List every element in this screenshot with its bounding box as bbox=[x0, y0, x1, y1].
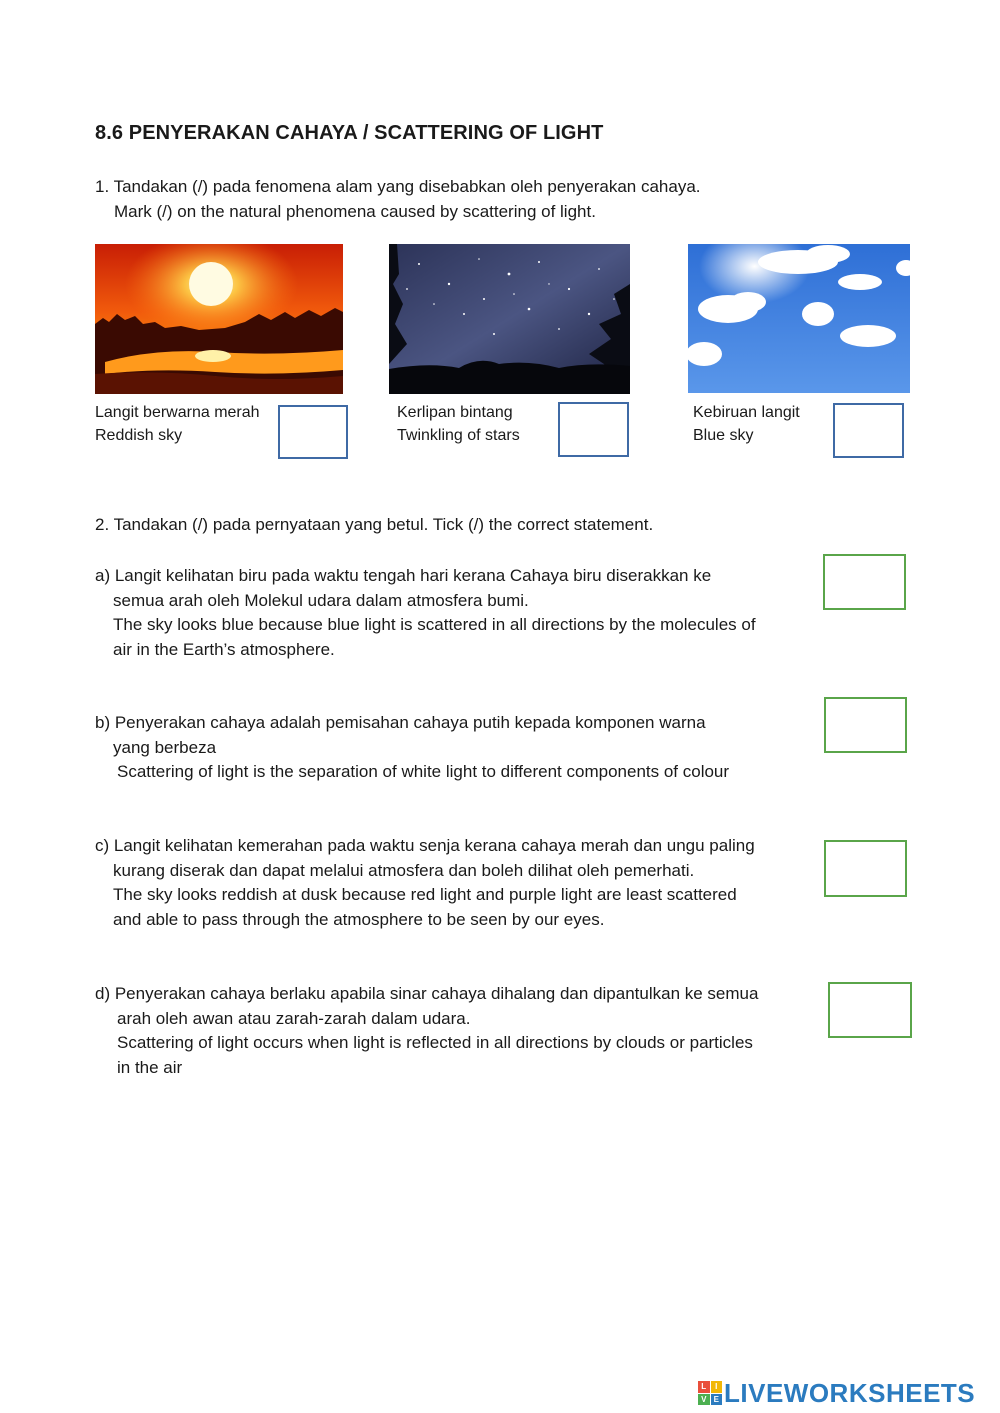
question-1-instruction bbox=[95, 174, 701, 224]
statement-d-ms-1: d) Penyerakan cahaya berlaku apabila sinar cahaya dihalang dan dipantulkan ke semua bbox=[95, 984, 759, 1003]
answer-box-twinkling-stars[interactable] bbox=[558, 402, 629, 457]
answer-box-statement-b[interactable] bbox=[824, 697, 907, 753]
logo-letter: L bbox=[698, 1381, 710, 1393]
caption-ms: Kerlipan bintang bbox=[397, 404, 513, 421]
statement-a-en-2: air in the Earth’s atmosphere. bbox=[113, 639, 335, 659]
answer-box-blue-sky[interactable] bbox=[833, 403, 904, 458]
liveworksheets-logo bbox=[698, 1378, 975, 1408]
statement-b-en-1: Scattering of light is the separation of white light to different components of colour bbox=[117, 762, 730, 781]
worksheet-title: 8.6 PENYERAKAN CAHAYA / SCATTERING OF LIGHT bbox=[95, 122, 604, 144]
statement-d-en-2: in the air bbox=[117, 1057, 183, 1077]
caption-en: Reddish sky bbox=[95, 427, 183, 444]
caption-en: Blue sky bbox=[693, 427, 754, 444]
statement-c-en-1: The sky looks reddish at dusk because red light and purple light are least scattered bbox=[113, 885, 737, 904]
caption-blue-sky bbox=[693, 401, 800, 447]
caption-en: Twinkling of stars bbox=[397, 427, 520, 444]
answer-box-statement-c[interactable] bbox=[824, 840, 907, 897]
statement-b-ms-1: b) Penyerakan cahaya adalah pemisahan cahaya putih kepada komponen warna bbox=[95, 713, 706, 732]
caption-twinkling-stars bbox=[397, 401, 520, 447]
statement-a-en-1: The sky looks blue because blue light is scattered in all directions by the molecules of bbox=[113, 615, 756, 634]
statement-a bbox=[95, 564, 825, 662]
question-1-line-en: Mark (/) on the natural phenomena caused by scattering of light. bbox=[114, 202, 596, 221]
answer-box-statement-d[interactable] bbox=[828, 982, 912, 1038]
liveworksheets-logo-text: LIVEWORKSHEETS bbox=[724, 1377, 976, 1408]
statement-c-ms-2: kurang diserak dan dapat melalui atmosfera dan boleh dilihat oleh pemerhati. bbox=[113, 860, 695, 880]
caption-ms: Langit berwarna merah bbox=[95, 404, 260, 421]
statement-c-en-2: and able to pass through the atmosphere to be seen by our eyes. bbox=[113, 909, 605, 929]
statement-c-ms-1: c) Langit kelihatan kemerahan pada waktu senja kerana cahaya merah dan ungu paling bbox=[95, 836, 755, 855]
logo-letter: V bbox=[698, 1394, 710, 1406]
caption-reddish-sky bbox=[95, 401, 260, 447]
question-1-line-ms: 1. Tandakan (/) pada fenomena alam yang disebabkan oleh penyerakan cahaya. bbox=[95, 177, 701, 196]
statement-a-ms-2: semua arah oleh Molekul udara dalam atmosfera bumi. bbox=[113, 590, 529, 610]
blue-sky-image bbox=[688, 244, 910, 393]
question-2-instruction: 2. Tandakan (/) pada pernyataan yang betul. Tick (/) the correct statement. bbox=[95, 515, 654, 534]
answer-box-reddish-sky[interactable] bbox=[278, 405, 348, 459]
night-sky-image bbox=[389, 244, 630, 394]
caption-ms: Kebiruan langit bbox=[693, 404, 800, 421]
statement-a-ms-1: a) Langit kelihatan biru pada waktu tengah hari kerana Cahaya biru diserakkan ke bbox=[95, 566, 712, 585]
logo-letter: E bbox=[711, 1394, 723, 1406]
liveworksheets-logo-icon bbox=[698, 1381, 722, 1405]
statement-b-ms-2: yang berbeza bbox=[113, 737, 217, 757]
sunset-image bbox=[95, 244, 343, 394]
answer-box-statement-a[interactable] bbox=[823, 554, 906, 610]
statement-d bbox=[95, 982, 825, 1080]
logo-letter: I bbox=[711, 1381, 723, 1393]
statement-d-ms-2: arah oleh awan atau zarah-zarah dalam udara. bbox=[117, 1008, 471, 1028]
statement-b bbox=[95, 711, 825, 785]
statement-c bbox=[95, 834, 825, 932]
statement-d-en-1: Scattering of light occurs when light is reflected in all directions by clouds or particles bbox=[117, 1033, 753, 1052]
